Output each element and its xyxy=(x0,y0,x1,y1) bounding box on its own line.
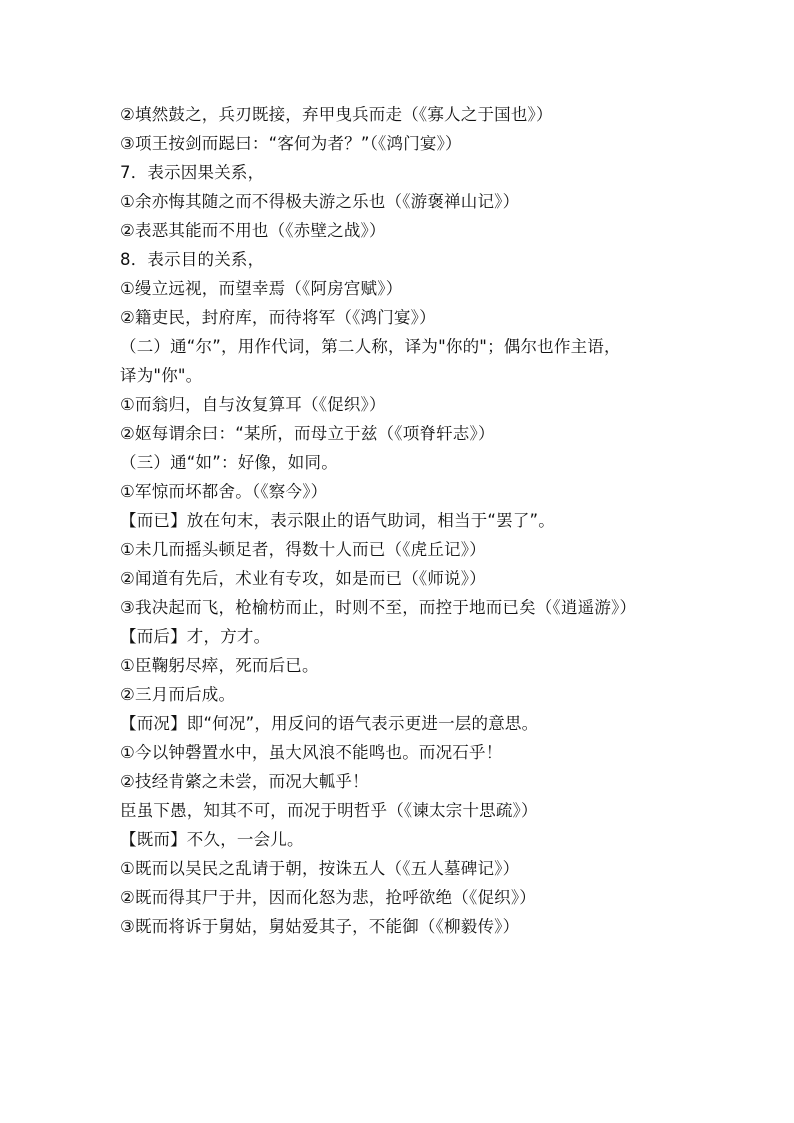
text-line: ②既而得其尸于井，因而化怒为悲，抢呼欲绝（《促织》） xyxy=(120,888,536,907)
section-heading: （二）通“尔”，用作代词，第二人称，译为"你的"；偶尔也作主语， xyxy=(120,337,621,356)
text-line: ①而翁归，自与汝复算耳（《促织》） xyxy=(120,395,386,414)
text-line: ②表恶其能而不用也（《赤壁之战》） xyxy=(120,221,386,240)
text-line: ①今以钟磬置水中，虽大风浪不能鸣也。而况石乎！ xyxy=(120,743,503,762)
text-line: ②籍吏民，封府库，而待将军（《鸿门宴》） xyxy=(120,308,436,327)
term-heading: 【既而】不久，一会儿。 xyxy=(120,830,304,849)
text-line: ①未几而摇头顿足者，得数十人而已（《虎丘记》） xyxy=(120,540,486,559)
text-line: ①余亦悔其随之而不得极夫游之乐也（《游褒禅山记》） xyxy=(120,192,520,211)
text-line: ①缦立远视，而望幸焉（《阿房宫赋》） xyxy=(120,279,403,298)
text-line: ②闻道有先后，术业有专攻，如是而已（《师说》） xyxy=(120,569,486,588)
text-line: ③既而将诉于舅姑，舅姑爱其子，不能御（《柳毅传》） xyxy=(120,917,520,936)
section-heading: （三）通“如”：好像，如同。 xyxy=(120,453,338,472)
text-line: ①军惊而坏都舍。（《察今》） xyxy=(120,482,328,501)
term-heading: 【而后】才，方才。 xyxy=(120,627,271,646)
text-line: ②技经肯綮之未尝，而况大軱乎！ xyxy=(120,772,369,791)
text-line: ③项王按剑而跽曰：“客何为者？”（《鸿门宴》） xyxy=(120,134,462,153)
text-line: ①臣鞠躬尽瘁，死而后已。 xyxy=(120,656,319,675)
term-heading: 【而况】即“何况”，用反问的语气表示更进一层的意思。 xyxy=(120,714,539,733)
text-line: ③我决起而飞，枪榆枋而止，时则不至，而控于地而已矣（《逍遥游》） xyxy=(120,598,637,617)
document-body xyxy=(120,100,680,941)
text-line: ②三月而后成。 xyxy=(120,685,236,704)
section-heading: 7．表示因果关系， xyxy=(120,163,265,182)
text-line: ①既而以吴民之乱请于朝，按诛五人（《五人墓碑记》） xyxy=(120,859,520,878)
text-line: ②填然鼓之，兵刃既接，弃甲曳兵而走（《寡人之于国也》） xyxy=(120,105,553,124)
text-line: 译为"你"。 xyxy=(120,366,203,385)
section-heading: 8．表示目的关系， xyxy=(120,250,265,269)
term-heading: 【而已】放在句末，表示限止的语气助词，相当于“罢了”。 xyxy=(120,511,555,530)
text-line: 臣虽下愚，知其不可，而况于明哲乎（《谏太宗十思疏》） xyxy=(120,801,538,820)
text-line: ②妪每谓余曰：“某所，而母立于兹（《项脊轩志》） xyxy=(120,424,495,443)
